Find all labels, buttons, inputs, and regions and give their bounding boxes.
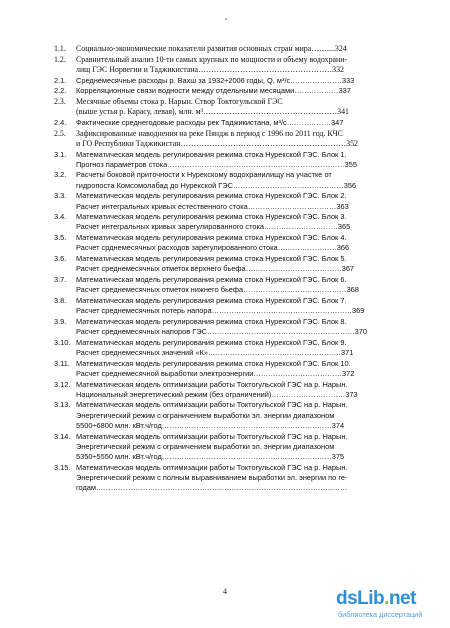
toc-entry-line: Математическая модель оптимизации работы Токтогульской ГЭС на р. Нарын. (76, 462, 348, 472)
toc-entry-line: Среднемесячные расходы р. Вахш за 1932÷2006 годы, Q, м³/с…………………333 (76, 75, 355, 85)
toc-entry-number: 3.12. (54, 379, 71, 389)
toc-entry-line: Энергетический режим с полным выравниванием выработки эл. энергии по ге- (76, 472, 348, 482)
toc-entry-number: 1.1. (54, 44, 66, 53)
page-number: 4 (223, 587, 227, 596)
toc-entry-line: Математическая модель регулирования режима стока Нурекской ГЭС. Блок 7. (76, 295, 347, 305)
toc-entry-line: Энергетический режим с ограничением выработки эл. энергии диапазоном (76, 410, 335, 420)
logo-text-right: net (388, 588, 416, 609)
toc-entry (54, 129, 394, 149)
toc-entry (54, 338, 394, 358)
toc-entry-number: 3.6. (54, 254, 67, 264)
toc-entry (54, 212, 394, 232)
toc-entry-line: Национальный энергетический режим (без ограничений)…………………………373 (76, 389, 358, 399)
toc-entry-line: Математическая модель оптимизации работы Токтогульской ГЭС на р. Нарын. (76, 400, 348, 410)
toc-entry-line: Математическая модель регулирования режима стока Нурекской ГЭС. Блок 1. (76, 149, 347, 159)
toc-entry-line: и ГО Республики Таджикистан………………………………………………………352 (76, 138, 358, 148)
toc-entry-line: Расчет срднемесячных расходов зарегулированного стока……………………366 (76, 243, 350, 253)
toc-entry-line: Математическая модель регулирования режима стока Нурекской ГЭС. Блок 5. (76, 254, 347, 264)
toc-entry-number: 3.8. (54, 295, 67, 305)
toc-entry-line: Расчет интегральных кривых зарегулированного стока…………………………365 (76, 222, 351, 232)
toc-entry-line: Сравнительный анализ 10-ти самых крупных по мощности и объему водохрани- (76, 54, 348, 64)
logo-dot: . (384, 588, 389, 609)
toc-entry-line: годам………………………………………………………………………………………… (76, 483, 348, 493)
toc-entry (54, 296, 394, 316)
toc-entry-number: 1.2. (54, 54, 66, 64)
toc-entry-number: 3.1. (54, 149, 67, 159)
dslib-tagline: библиотека диссертаций (338, 610, 423, 619)
toc-entry-line: Расчет среднемесячной выработки электроэнергии………………………………372 (76, 368, 355, 378)
toc-entry-line: Социально-экономические показатели развития основных стран мира……....324 (76, 44, 347, 53)
toc-entry-number: 3.10. (54, 337, 71, 347)
toc-entry-line: Расчет среднемесячных потерь напора…………………………………………………369 (76, 306, 365, 316)
page-mark (225, 18, 227, 20)
toc-entry-line: Математическая модель регулирования режима стока Нурекской ГЭС. Блок 3. (76, 212, 347, 222)
toc-entry-line: 5500÷6800 млн. кВт.ч/год……………………………………………………………374 (76, 420, 345, 430)
toc-entry-number: 3.7. (54, 274, 67, 284)
toc-entry (54, 400, 394, 431)
toc-entry-line: Математическая модель регулирования режима стока Нурекской ГЭС. Блок 8. (76, 316, 347, 326)
toc-entry-line: Математическая модель регулирования режима стока Нурекской ГЭС. Блок 2. (76, 191, 347, 201)
toc-entry-number: 3.3. (54, 191, 67, 201)
toc-entry-line: Математическая модель регулирования режима стока Нурекской ГЭС. Блок 4. (76, 233, 347, 243)
toc-entry-line: Месячные объемы стока р. Нарын. Створ Токтогульской ГЭС (76, 97, 283, 107)
toc-entry (54, 233, 394, 253)
toc-entry-line: Прогноз параметров стока………………………………………………………………355 (76, 159, 357, 169)
table-of-contents (54, 44, 394, 494)
toc-entry-line: гидропоста Комсомолабад до Нурекской ГЭС………………………………………356 (76, 180, 357, 190)
toc-entry-number: 2.2. (54, 86, 67, 96)
toc-entry-line: Зафиксированные наводнения на реке Пяндж в период с 1996 по 2011 год. КЧС (76, 128, 343, 138)
toc-entry-number: 2.5. (54, 128, 66, 138)
toc-entry (54, 118, 394, 128)
toc-entry-line: Математическая модель регулирования режима стока Нурекской ГЭС. Блок 9. (76, 337, 347, 347)
toc-entry (54, 317, 394, 337)
toc-entry-line: лищ ГЭС Норвегии и Таджикистана……………………………………………332 (76, 64, 344, 74)
toc-entry-number: 2.3. (54, 97, 66, 107)
toc-entry (54, 275, 394, 295)
toc-entry-line: Математическая модель регулирования режима стока Нурекской ГЭС. Блок 6. (76, 274, 347, 284)
toc-entry-number: 3.4. (54, 212, 67, 222)
toc-entry-line: Расчет среднемесячных отметок нижнего бьефа……………………………………368 (76, 285, 359, 295)
toc-entry-number: 3.13. (54, 400, 71, 410)
toc-entry (54, 191, 394, 211)
logo-text-left: dsLib (336, 588, 385, 609)
toc-entry-line: Фактические среднегодовые расходы рек Таджикистана, м³/с………………347 (76, 117, 344, 127)
toc-entry (54, 55, 394, 75)
toc-entry-line: Расчеты боковой приточности к Нурекскому водохранилищу на участке от (76, 170, 332, 180)
toc-entry-line: Энергетический режим с ограничением выработки эл. энергии диапазоном (76, 441, 335, 451)
toc-entry-line: Расчет среднемесячных значений «К»………………………………………………371 (76, 347, 354, 357)
toc-entry (54, 380, 394, 400)
dslib-logo (336, 588, 416, 610)
toc-entry-number: 3.2. (54, 170, 67, 180)
toc-entry-line: Расчет среднемесячных напоров ГЭС……………………………………………………370 (76, 326, 367, 336)
toc-entry-number: 3.15. (54, 462, 71, 472)
toc-entry-line: Расчет среднемесячных отметок верхнего бьефа…………………………………367 (76, 264, 355, 274)
toc-entry (54, 86, 394, 96)
toc-entry (54, 463, 394, 494)
toc-entry (54, 97, 394, 117)
toc-entry (54, 44, 394, 54)
toc-entry-number: 3.9. (54, 316, 67, 326)
toc-entry (54, 170, 394, 190)
toc-entry-number: 3.11. (54, 358, 70, 368)
toc-entry-line: (выше устья р. Карасу, левая), млн. м³……………………………………………341 (76, 107, 349, 117)
toc-entry-line: 5350÷5550 млн. кВт.ч/год……………………………………………………………375 (76, 451, 345, 461)
toc-entry (54, 150, 394, 170)
dslib-watermark[interactable] (336, 588, 444, 622)
toc-entry (54, 359, 394, 379)
toc-entry-line: Математическая модель оптимизации работы Токтогульской ГЭС на р. Нарын. (76, 379, 348, 389)
toc-entry-line: Математическая модель регулирования режима стока Нурекской ГЭС. Блок 10. (76, 358, 351, 368)
toc-entry-number: 3.14. (54, 431, 71, 441)
toc-entry-number: 2.1. (54, 75, 67, 85)
toc-entry-number: 2.4. (54, 117, 67, 127)
toc-entry-line: Расчет интегральных кривых естественного стока………………………………363 (76, 201, 349, 211)
toc-entry-line: Математическая модель оптимизации работы Токтогульской ГЭС на р. Нарын. (76, 431, 348, 441)
toc-entry-line: Корреляционные связи водности между отдельными месяцами………………337 (76, 86, 351, 96)
toc-entry (54, 254, 394, 274)
toc-entry (54, 432, 394, 463)
toc-entry (54, 76, 394, 86)
toc-entry-number: 3.5. (54, 233, 67, 243)
